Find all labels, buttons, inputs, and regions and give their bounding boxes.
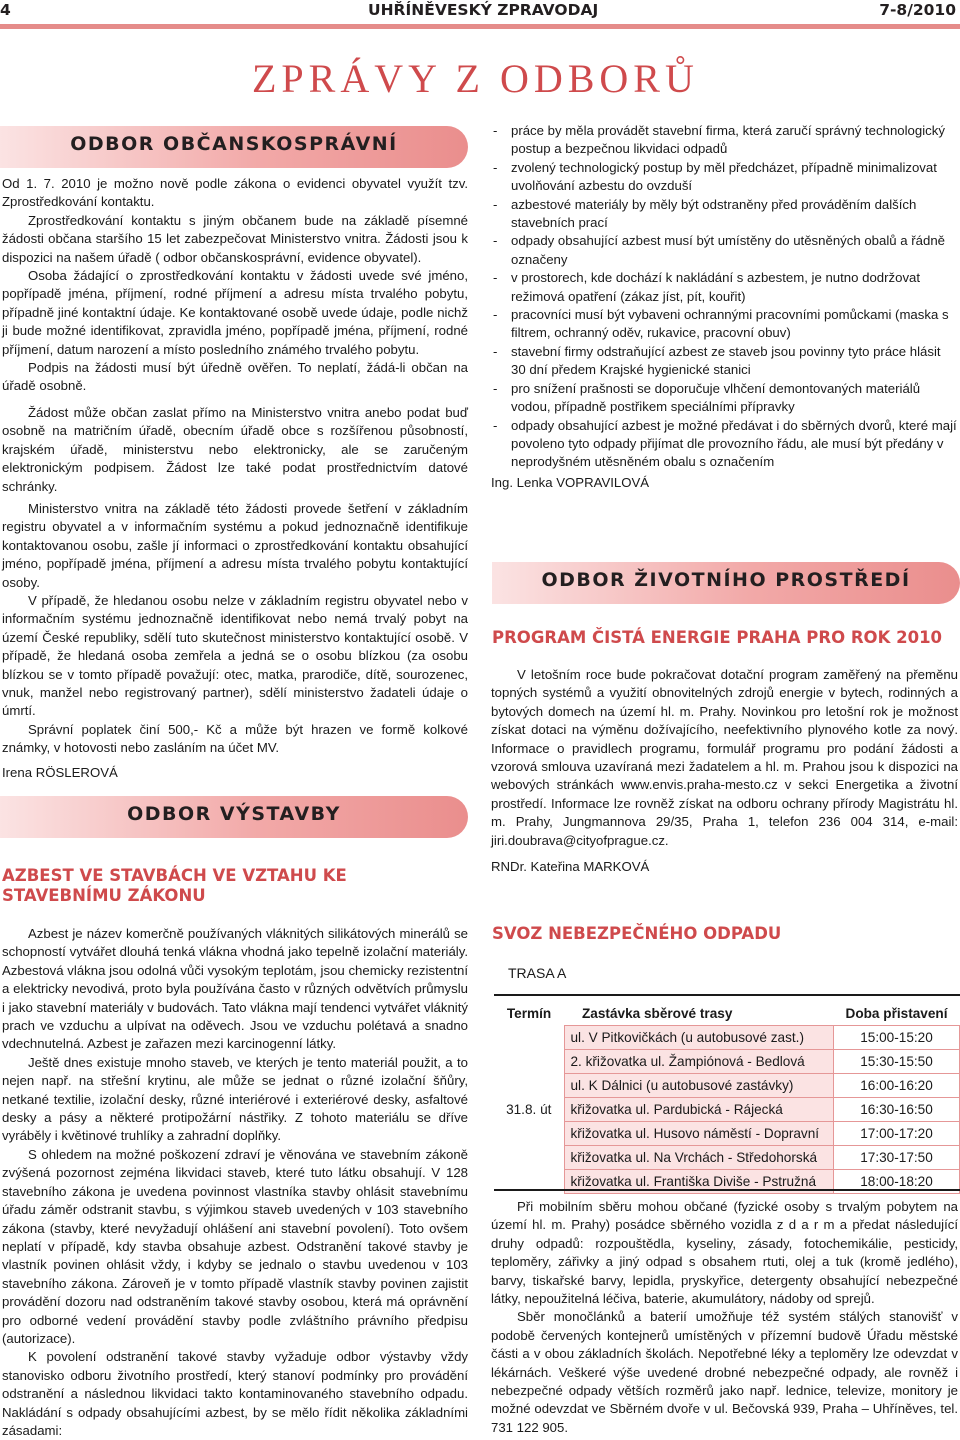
table-row [494, 1098, 960, 1122]
date-cell: 31.8. út [506, 1102, 552, 1117]
table-row [494, 1146, 960, 1170]
program-heading: PROGRAM ČISTÁ ENERGIE PRAHA PRO ROK 2010 [492, 628, 943, 647]
article-heading: AZBEST VE STAVBÁCH VE VZTAHU KE STAVEBNÍMU ZÁKONU [2, 866, 347, 905]
banner-vystavby [0, 796, 468, 838]
program-article [491, 666, 958, 876]
paragraph: Osoba žádající o zprostředkování kontaktu v žádosti uvede své jméno, popřípadě jména, příjmení, rodné příjmení a adresu místa trvalého pobytu, případně jiné kontaktní údaje. Ke kontaktované osobě uvede údaje, podle nichž ji bude možné identifikovat, zpravidla jméno, popřípadě jména, příjmení, rodné příjmení, datum narození a místo posledního známého trvalého pobytu. [2, 268, 468, 357]
list-item: - zvolený technologický postup by měl předcházet, případně minimalizovat uvolňování azbestu do ovzduší [491, 159, 958, 196]
paragraph: Ministerstvo vnitra na základě této žádosti provede šetření v základním registru obyvatel a v informačním systému a pokud jednoznačně identifikuje kontaktovanou osobu, zašle jí informaci o zprostředkování kontaktu obsahující jméno, popřípadě jména, příjmení a adresu místa trvalého pobytu kontaktující osoby. [2, 500, 468, 590]
banner-zivotni-prostredi [492, 562, 960, 604]
banner-title: ODBOR VÝSTAVBY [127, 803, 341, 825]
paragraph: Azbest je název komerčně používaných vláknitých silikátových minerálů se schopností vytvářet dlouhá tenká vlákna vhodná jako tepelně izolační materiály. Azbestová vlákna jsou odolná vůči vysokým teplotám, jsou chemicky rezistentní a elektricky nevodivá, proto byla používána často v různých odvětvích průmyslu i jako stavební materiály v budovách. Tato vlákna mají tendenci vytvářet vláknitý prach ve vzduchu a ulpívat na oděvech. Jsou ve vzduchu polétavá a snadno vdechnutelná. Azbest je zařazen mezi karcinogenní látky. [2, 926, 468, 1052]
table-row [494, 1050, 960, 1074]
collection-route-table [494, 1002, 960, 1194]
paragraph: S ohledem na možné poškození zdraví je věnována ve stavebním zákoně zvýšená pozornost zejména likvidaci staveb, které tuto látku obsahují. V 128 stavebního zákona je uvedena povinnost vlastníka stavby ohlásit stavebnímu úřadu záměr odstranit stavbu, s výjimkou staveb uvedených v 103 stavebního zákona (stavby, které nevyžadují ohlášení ani stavební povolení). Toto ovšem neplatí v případě, kdy stavba obsahuje azbest. Odstranění takové stavby je vlastník povinen ohlásit vždy, i kdyby se jednalo o stavbu uvedenou v 103 stavebního zákona. Zároveň je v tomto případě vlastník stavby povinen zajistit provádění dozoru nad odstraněním takové stavby osobou, která má oprávnění pro odborné vedení provádění stavby podle zvláštního právního předpisu (autorizace). [2, 1146, 468, 1346]
svoz-article [491, 1198, 958, 1437]
stop-cell: křižovatka ul. Husovo náměstí - Dopravní [564, 1122, 834, 1146]
paragraph: Při mobilním sběru mohou občané (fyzické osoby s trvalým pobytem na území hl. m. Prahy) posádce sběrného vozidla z d a r m a předat následující druhy odpadů: rozpouštědla, kyseliny, zásady, fotochemikálie, pesticidy, teploměry, zářivky a jiný odpad s obsahem rtuti, olej a tuk (kromě jedlého), barvy, tiskařské barvy, lepidla, pryskyřice, detergenty obsahující nebezpečné látky, nepoužitelná léčiva, baterie, akumulátory, nádoby od sprejů. [491, 1199, 958, 1307]
time-cell: 16:00-16:20 [834, 1074, 960, 1098]
list-item: - odpady obsahující azbest je možné předávat i do sběrných dvorů, které mají povoleno tyto odpady přijímat dle provozního řádu, ale musí být předány v neprodyšném utěsněném obalu s označením [491, 417, 958, 472]
column-header: Termín [506, 1006, 552, 1022]
table-row [494, 1026, 960, 1050]
time-cell: 16:30-16:50 [834, 1098, 960, 1122]
paragraph: K povolení odstranění takové stavby vyžaduje odbor výstavby vždy stanovisko odboru životního prostředí, který stanoví podmínky pro provádění odstranění a následnou likvidaci takto kontaminovaného stavebního odpadu. Nakládání s odpady obsahujícími azbest, by se mělo řídit několika základními zásadami: [2, 1349, 468, 1438]
signature: RNDr. Kateřina MARKOVÁ [491, 859, 650, 875]
page-header [0, 0, 960, 22]
column-header: Zastávka sběrové trasy [582, 1006, 733, 1021]
paragraph: V případě, že hledanou osobu nelze v základním registru obyvatel nebo v informačním systému jednoznačně identifikovat nebo nemá trvalý pobyt na území České republiky, sdělí tuto skutečnost ministerstvo kontaktující osobě. V případě, že hledaná osoba zemřela a jedná se o osobu blízkou (za osobu blízkou se v tomto případě považují: otec, matka, prarodiče, dítě, sourozenec, vnuk, manžel nebo registrovaný partner), sdělí ministerstvo žadateli údaje o úmrtí. [2, 592, 468, 719]
list-item: - práce by měla provádět stavební firma, která zaručí správný technologický postup a bezpečnou likvidaci odpadů [491, 122, 958, 159]
paragraph: Správní poplatek činí 500,- Kč a může být hrazen ve formě kolkové známky, v hotovosti nebo zasláním na účet MV. [2, 721, 468, 756]
paragraph: Od 1. 7. 2010 je možno nově podle zákona o evidenci obyvatel využít tzv. Zprostředkování kontaktu. [2, 176, 468, 210]
page-number: 4 [0, 1, 11, 19]
route-label: TRASA A [508, 965, 567, 981]
header-rule [0, 24, 960, 29]
rules-list [491, 122, 958, 472]
table-row [494, 1122, 960, 1146]
list-item: - pracovníci musí být vybaveni ochrannými pracovními pomůckami (maska s filtrem, ochranný oděv, rukavice, pracovní obuv) [491, 306, 958, 343]
paragraph: Žádost může občan zaslat přímo na Ministerstvo vnitra anebo podat buď osobně na matričním úřadě, obecním úřadě obce s rozšířenou působností, krajském úřadě, ministerstvu nebo elektronicky, ale se zaručeným elektronickým podpisem. Žádost lze také podat prostřednictvím datové schránky. [2, 404, 468, 494]
stop-cell: křižovatka ul. Františka Diviše - Pstružná [564, 1170, 834, 1194]
table-bottom-rule [494, 1189, 960, 1191]
paragraph: Sběr monočlánků a baterií umožňuje též systém stálých stanovišť v podobě červených kontejnerů umístěných v přízemní budově Úřadu městské části a v obou základních školách. Nepotřebné léky a teploměry lze odevzdat v lékárnách. Veškeré výše uvedené drobné nebezpečné odpady, ale rovněž i nebezpečné odpady větších rozměrů jako např. lednice, televize, monitory je možné odevzdat ve Sběrném dvoře v ul. Bečovská 939, Praha – Uhříněves, tel. 731 122 905. [491, 1309, 958, 1435]
paragraph: V letošním roce bude pokračovat dotační program zaměřený na přeměnu topných systémů a využití obnovitelných zdrojů energie v bytech, rodinných a bytových domech na území hl. m. Prahy. Novinkou pro letošní rok je možnost získat dotaci na výměnu dožívajícího, neefektivního plynového kotle za nový. Informace o pravidlech programu, formulář programu pro podání žádosti a vzorová smlouva uzavíraná mezi žadatelem a hl. m. Prahou jsou k dispozici na webových stránkách www.envis.praha-mesto.cz v sekci Energetika a životní prostředí. Informace lze rovněž získat na odboru ochrany přírody Magistrátu hl. m. Prahy, Jungmannova 29/35, Praha 1, telefon 236 004 314, e-mail: jiri.doubrava@cityofprague.cz. [491, 667, 958, 848]
banner-title: ODBOR OBČANSKOSPRÁVNÍ [70, 133, 398, 155]
stop-cell: ul. V Pitkovičkách (u autobusové zast.) [564, 1026, 834, 1050]
time-cell: 17:30-17:50 [834, 1146, 960, 1170]
stop-cell: křižovatka ul. Pardubická - Rájecká [564, 1098, 834, 1122]
svoz-heading: SVOZ NEBEZPEČNÉHO ODPADU [492, 924, 782, 943]
article-azbest [2, 925, 468, 1440]
table-row [494, 1074, 960, 1098]
list-item: - odpady obsahující azbest musí být umístěny do utěsněných obalů a řádně označeny [491, 232, 958, 269]
stop-cell: křižovatka ul. Na Vrchách - Středohorská [564, 1146, 834, 1170]
time-cell: 15:30-15:50 [834, 1050, 960, 1074]
issue-number: 7-8/2010 [879, 1, 956, 19]
banner-obcanskospravni [0, 126, 468, 168]
paragraph: Ještě dnes existuje mnoho staveb, ve kterých je tento materiál použit, a to nejen např. na střešní krytinu, ale může se jednat o různé izolační šňůry, netkané textilie, izolační desky, různé interiérové i exteriérové desky, asfaltové desky a pásy a některé protipožární nástřiky. Z tohoto materiálu se dříve vyráběly i květinové truhlíky a zahradní doplňky. [2, 1054, 468, 1144]
signature: Irena RÖSLEROVÁ [2, 764, 118, 780]
list-item: - stavební firmy odstraňující azbest ze staveb jsou povinny tyto práce hlásit 30 dní předem Krajské hygienické stanici [491, 343, 958, 380]
paragraph: Podpis na žádosti musí být úředně ověřen. To neplatí, žádá-li občan na úřadě osobně. [2, 360, 468, 394]
paragraph: Zprostředkování kontaktu s jiným občanem bude na základě písemné žádosti občana staršího 15 let zabezpečovat Ministerstvo vnitra. Žádosti jsou k dispozici na našem úřadě ( odbor občanskosprávní, evidence obyvatel). [2, 212, 468, 265]
list-item: - azbestové materiály by měly být odstraněny před prováděním dalších stavebních prací [491, 196, 958, 233]
stop-cell: ul. K Dálnici (u autobusové zastávky) [564, 1074, 834, 1098]
newsletter-title: UHŘÍNĚVESKÝ ZPRAVODAJ [368, 1, 599, 19]
stop-cell: 2. křižovatka ul. Žampiónová - Bedlová [564, 1050, 834, 1074]
time-cell: 17:00-17:20 [834, 1122, 960, 1146]
time-cell: 18:00-18:20 [834, 1170, 960, 1194]
list-item: - v prostorech, kde dochází k nakládání s azbestem, je nutno dodržovat režimová opatření (zákaz jíst, pít, kouřit) [491, 269, 958, 306]
azbest-rules [491, 122, 958, 492]
column-header: Doba přistavení [845, 1006, 948, 1021]
banner-title: ODBOR ŽIVOTNÍHO PROSTŘEDÍ [541, 569, 911, 591]
table-top-rule [494, 994, 960, 996]
table-header-row [494, 1002, 960, 1026]
time-cell: 15:00-15:20 [834, 1026, 960, 1050]
list-item: - pro snížení prašnosti se doporučuje vlhčení demontovaných materiálů vodou, případně postřikem speciálními přípravky [491, 380, 958, 417]
signature: Ing. Lenka VOPRAVILOVÁ [491, 474, 650, 490]
article-obcanskospravni [2, 175, 468, 782]
section-masthead: ZPRÁVY Z ODBORŮ [252, 56, 699, 101]
